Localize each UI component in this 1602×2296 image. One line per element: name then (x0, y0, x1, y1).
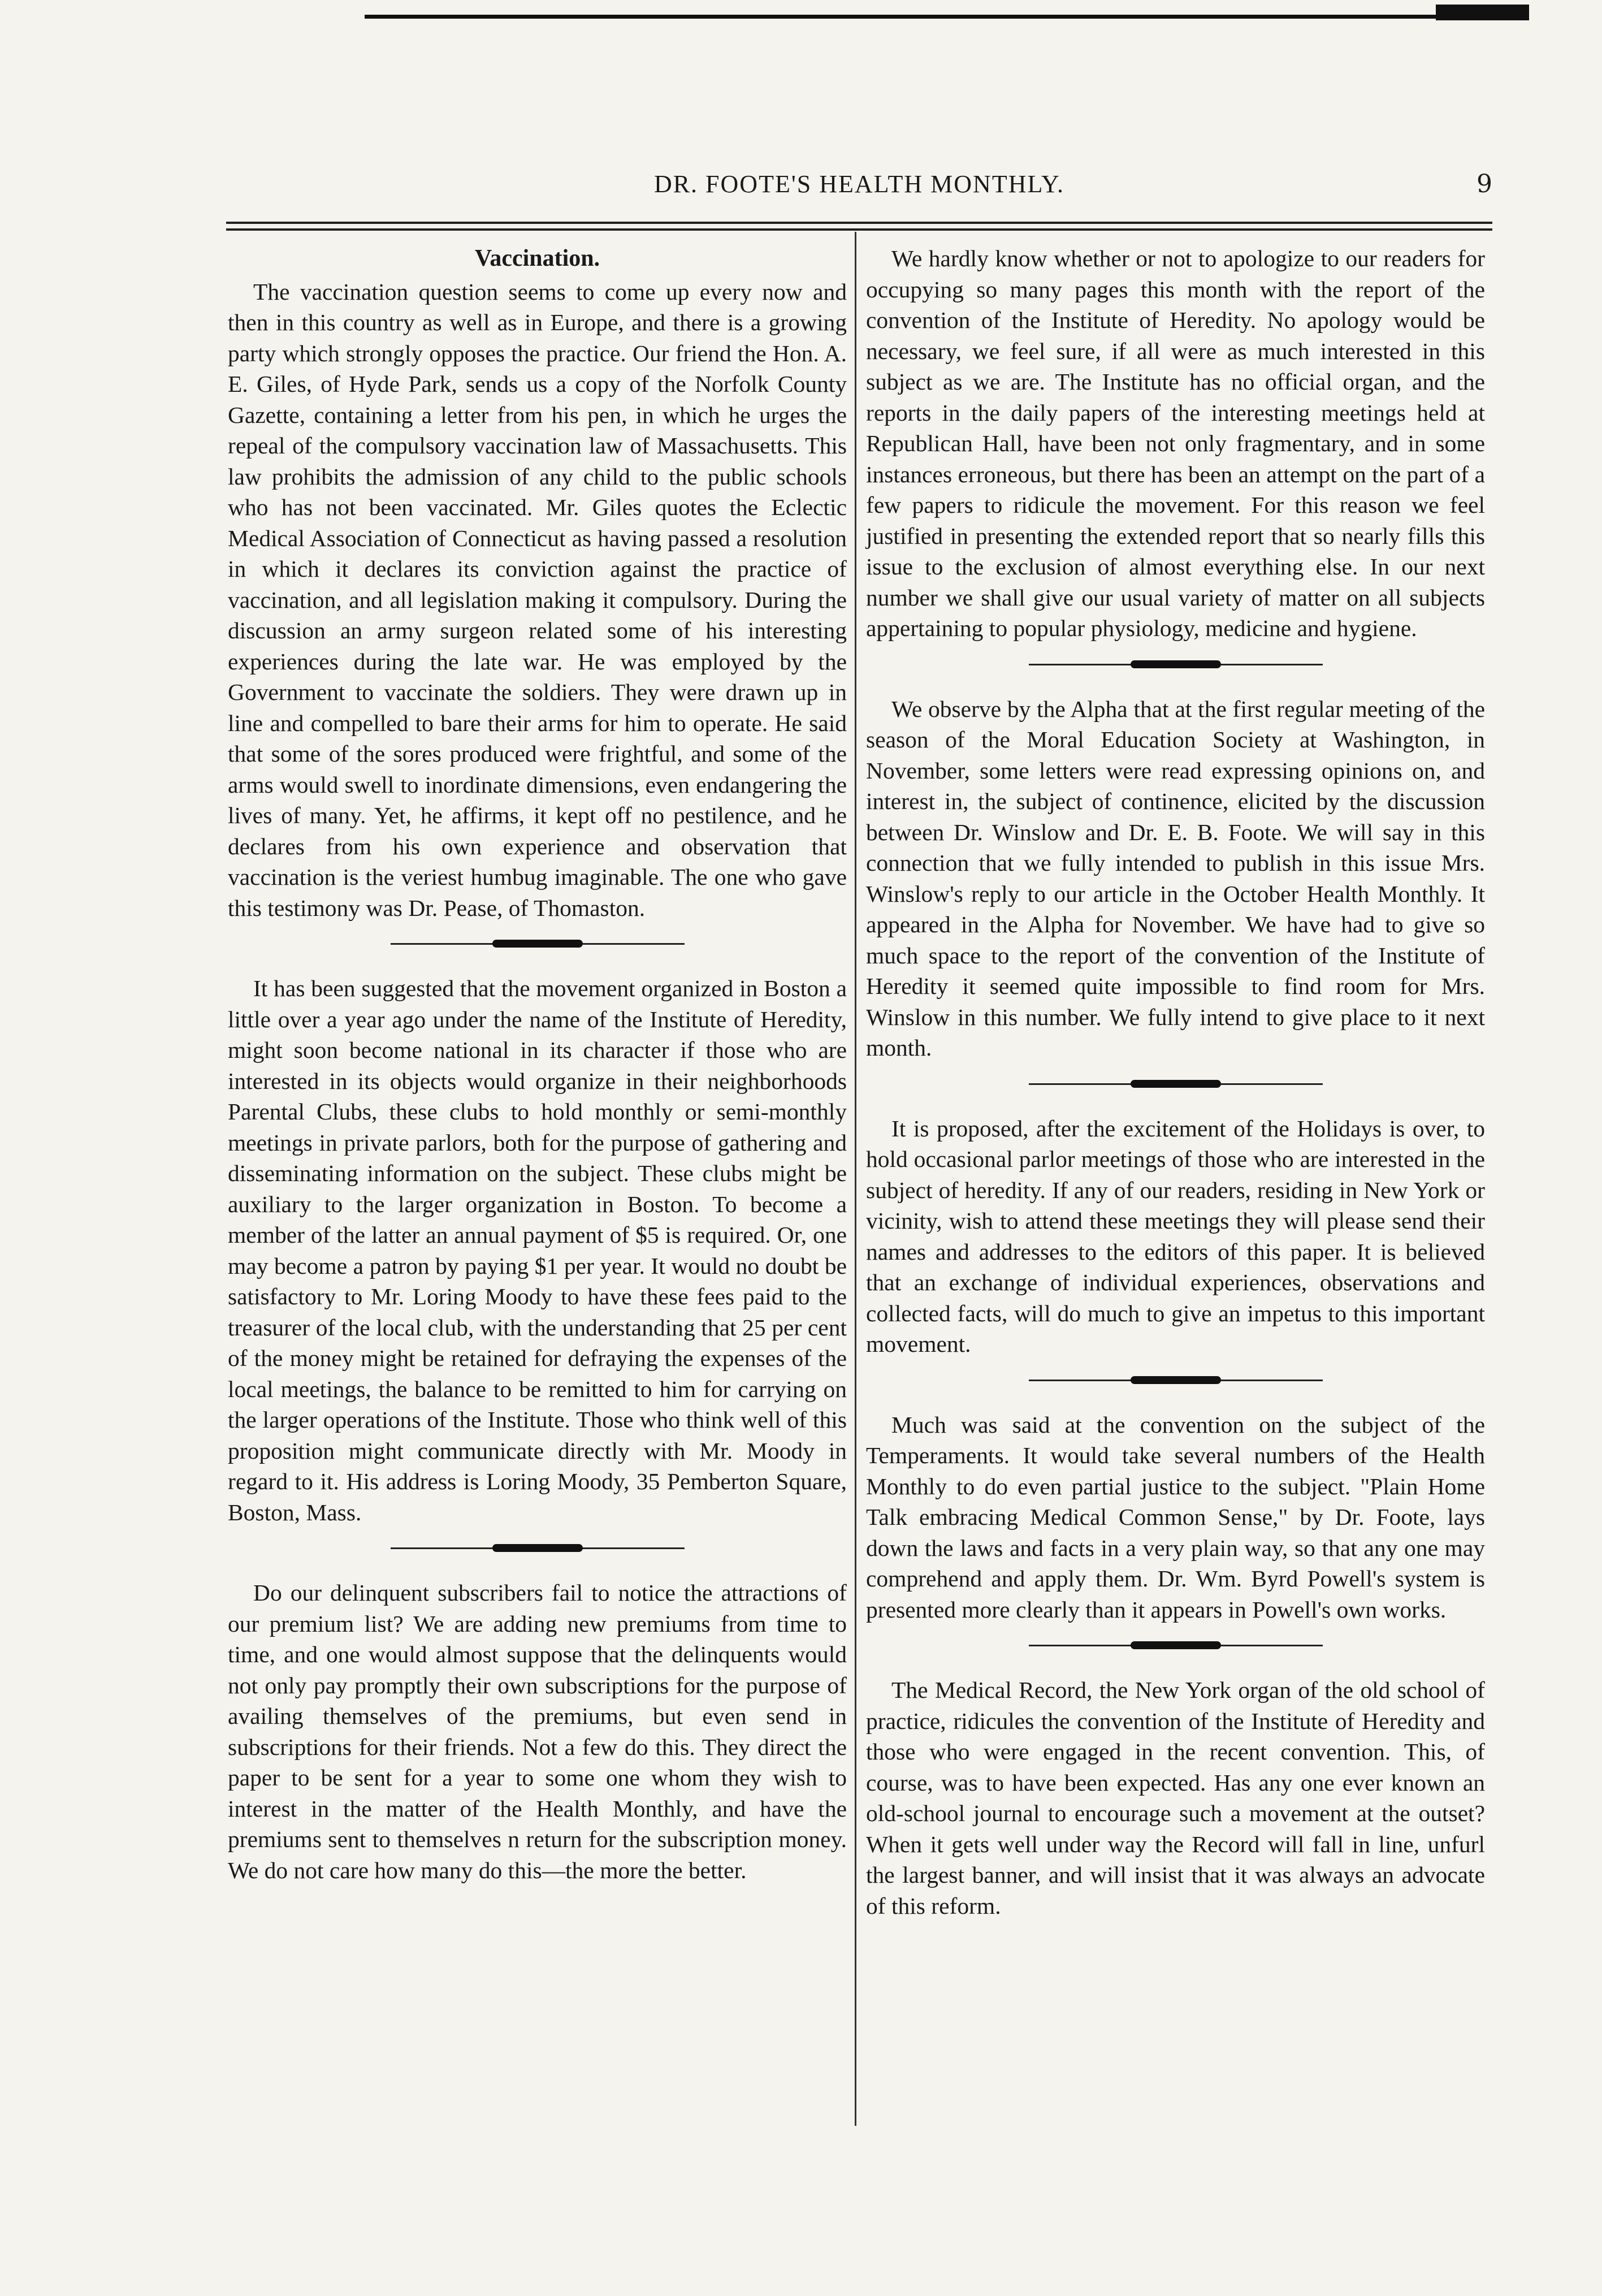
article-parlor-meetings: It is proposed, after the excitement of the Holidays is over, to hold occasional parlor meetings of those who are interested in the subject of heredity. If any of our readers, residing in New York or vicinity, wish to attend these meetings they will please send their names and addresses to the editors of this paper. It is believed that an exchange of individual experiences, observations and collected facts, will do much to give an impetus to this important movement. (866, 1115, 1485, 1357)
right-column (866, 243, 1485, 1921)
article-medical-record: The Medical Record, the New York organ of the old school of practice, ridicules the convention of the Institute of Heredity and those who were engaged in the recent convention. This, of course, was to have been expected. Has any one ever known an old-school journal to encourage such a movement at the outset? When it gets well under way the Record will fall in line, unfurl the largest banner, and will insist that it was always an advocate of this reform. (866, 1677, 1485, 1919)
header-double-rule (226, 222, 1492, 231)
page-header (226, 170, 1492, 209)
article-headline: Vaccination. (474, 245, 600, 271)
top-rule (365, 15, 1529, 19)
article-delinquent-subscribers: Do our delinquent subscribers fail to notice the attractions of our premium list? We are adding new premiums from time to time, and one would almost suppose that the delinquents would not only pay promptly their own subscriptions for the purpose of availing themselves of the premiums, but even send in subscriptions for their friends. Not a few do this. They direct the paper to be sent for a year to some one whom they wish to interest in the matter of the Health Monthly, and have the premiums sent to themselves n return for the subscription money. We do not care how many do this—the more the better. (228, 1580, 847, 1883)
section-divider-ornament (391, 929, 685, 959)
section-divider-ornament (391, 1533, 685, 1564)
article-parental-clubs: It has been suggested that the movement organized in Boston a little over a year ago under the name of the Institute of Heredity, might soon become national in its character if those who are interested in its objects would organize in their neighborhoods Parental Clubs, these clubs to hold monthly or semi-monthly meetings in private parlors, both for the purpose of gathering and disseminating information on the subject. These clubs might be auxiliary to the larger organization in Boston. To become a member of the latter an annual payment of $5 is required. Or, one may become a patron by paying $1 per year. It would no doubt be satisfactory to Mr. Loring Moody to have these fees paid to the treasurer of the local club, with the understanding that 25 per cent of the money might be retained for defraying the expenses of the local meetings, the balance to be remitted to him for carrying on the larger operations of the Institute. Those who think well of this proposition might communicate directly with Mr. Moody in regard to it. His address is Loring Moody, 35 Pemberton Square, Boston, Mass. (228, 975, 847, 1525)
left-column (228, 243, 847, 1886)
section-divider-ornament (1029, 1631, 1323, 1661)
article-apology: We hardly know whether or not to apologize to our readers for occupying so many pages this month with the report of the convention of the Institute of Heredity. No apology would be necessary, we feel sure, if all were as much interested in this subject as we are. The Institute has no official organ, and the reports in the daily papers of the interesting meetings held at Republican Hall, have been not only fragmentary, and in some instances erroneous, but there has been an attempt on the part of a few papers to ridicule the movement. For this reason we feel justified in presenting the extended report that so nearly fills this issue to the exclusion of almost everything else. In our next number we shall give our usual variety of matter on all subjects appertaining to popular physiology, medicine and hygiene. (866, 245, 1485, 641)
article-vaccination: The vaccination question seems to come up every now and then in this country as well as in Europe, and there is a growing party which strongly opposes the practice. Our friend the Hon. A. E. Giles, of Hyde Park, sends us a copy of the Norfolk County Gazette, containing a letter from his pen, in which he urges the repeal of the compulsory vaccination law of Massachusetts. This law prohibits the admission of any child to the public schools who has not been vaccinated. Mr. Giles quotes the Eclectic Medical Association of Connecticut as having passed a resolution in which it declares its conviction against the practice of vaccination, and all legislation making it compulsory. During the discussion an army surgeon related some of his interesting experiences during the late war. He was employed by the Government to vaccinate the soldiers. They were drawn up in line and compelled to bare their arms for him to operate. He said that some of the sores produced were frightful, and some of the arms would swell to inordinate dimensions, even endangering the lives of many. Yet, he affirms, it kept off no pestilence, and he declares from his own experience and observation that vaccination is the veriest humbug imaginable. The one who gave this testimony was Dr. Pease, of Thomaston. (228, 278, 847, 921)
article-alpha: We observe by the Alpha that at the first regular meeting of the season of the Moral Education Society at Washington, in November, some letters were read expressing opinions on, and interest in, the subject of continence, elicited by the discussion between Dr. Winslow and Dr. E. B. Foote. We will say in this connection that we fully intended to publish in this issue Mrs. Winslow's reply to our article in the October Health Monthly. It appeared in the Alpha for November. We have had to give so much space to the report of the convention of the Institute of Heredity it seemed quite impossible to find room for Mrs. Winslow in this number. We fully intend to give place to it next month. (866, 695, 1485, 1061)
page-number: 9 (1477, 170, 1492, 198)
top-rule-block (1436, 5, 1529, 20)
section-divider-ornament (1029, 1365, 1323, 1396)
column-divider (855, 232, 856, 2126)
running-title: DR. FOOTE'S HEALTH MONTHLY. (653, 170, 1065, 198)
article-temperaments: Much was said at the convention on the subject of the Temperaments. It would take several numbers of the Health Monthly to do even partial justice to the subject. "Plain Home Talk embracing Medical Common Sense," by Dr. Foote, lays down the laws and facts in a very plain way, so that any one may comprehend and apply them. Dr. Wm. Byrd Powell's system is presented more clearly than it appears in Powell's own works. (866, 1411, 1485, 1623)
section-divider-ornament (1029, 650, 1323, 680)
section-divider-ornament (1029, 1069, 1323, 1100)
